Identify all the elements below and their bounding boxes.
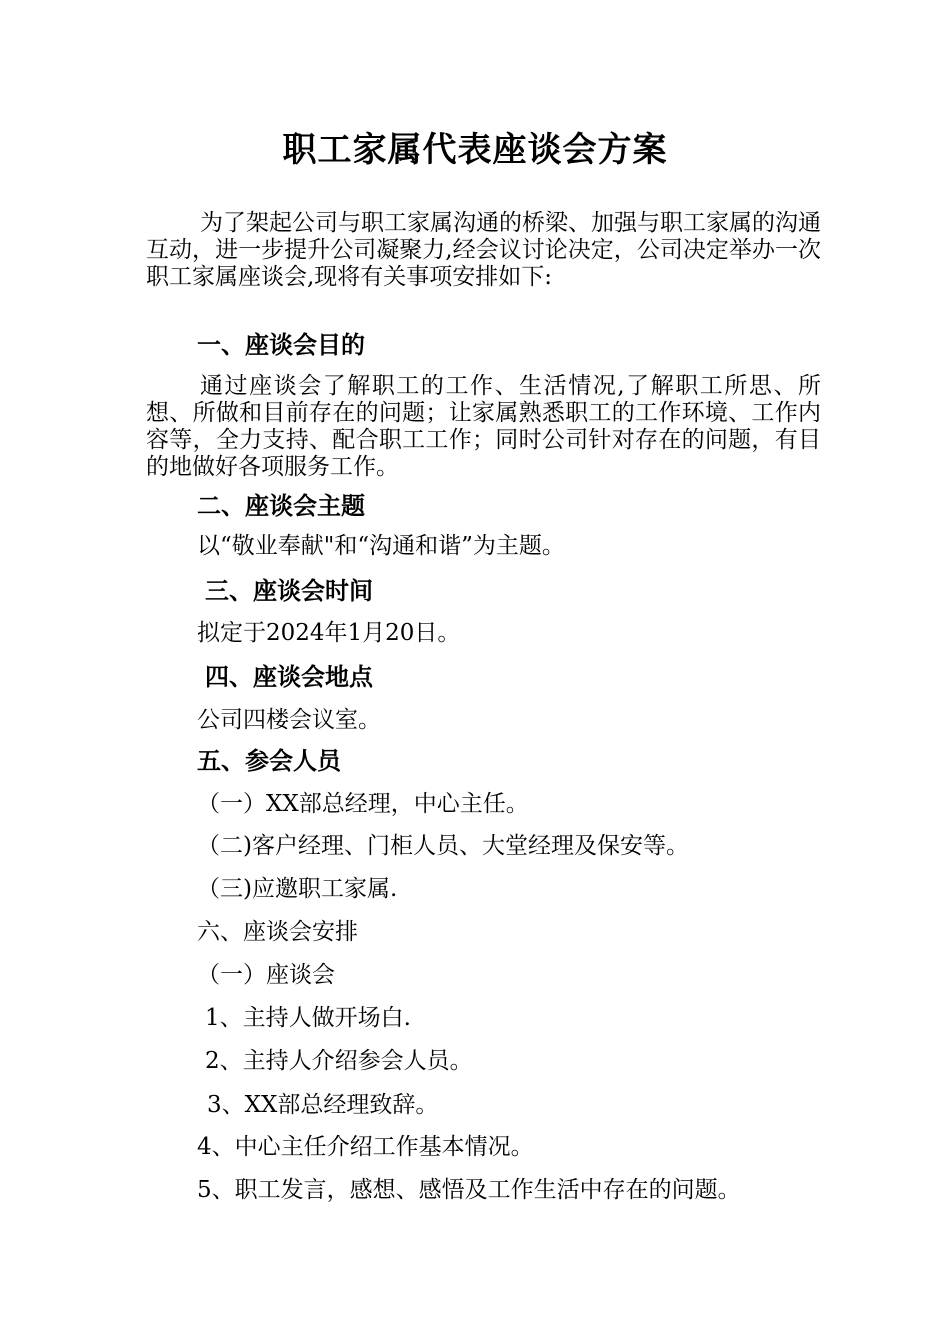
section-heading-purpose: 一、座谈会目的	[197, 330, 365, 359]
section-heading-attendees: 五、参会人员	[197, 746, 341, 775]
attendee-item: （一）XX部总经理，中心主任。	[197, 791, 529, 817]
attendee-item: （二)客户经理、门柜人员、大堂经理及保安等。	[197, 833, 689, 859]
section-body-theme: 以“敬业奉献"和“沟通和谐”为主题。	[197, 533, 565, 559]
document-title: 职工家属代表座谈会方案	[282, 130, 668, 170]
section-heading-arrangement: 六、座谈会安排	[197, 919, 358, 945]
section-heading-theme: 二、座谈会主题	[197, 491, 365, 520]
arrangement-step: 1、主持人做开场白.	[205, 1005, 411, 1031]
section-heading-time: 三、座谈会时间	[205, 576, 373, 605]
section-heading-place: 四、座谈会地点	[205, 662, 373, 691]
section-body-time: 拟定于2024年1月20日。	[197, 620, 461, 646]
arrangement-step: 5、职工发言，感想、感悟及工作生活中存在的问题。	[197, 1177, 741, 1203]
section-body-place: 公司四楼会议室。	[197, 707, 381, 733]
arrangement-step: 4、中心主任介绍工作基本情况。	[197, 1134, 534, 1160]
arrangement-step: 2、主持人介绍参会人员。	[205, 1048, 473, 1074]
attendee-item: （三)应邀职工家属.	[197, 876, 398, 902]
arrangement-subheading: （一）座谈会	[197, 962, 335, 988]
section-body-purpose: 通过座谈会了解职工的工作、生活情况,了解职工所思、所想、所做和目前存在的问题；让家属熟悉职工的工作环境、工作内容等，全力支持、配合职工工作；同时公司针对存在的问题，有目的地做好各项服务工作。	[146, 373, 821, 480]
arrangement-step: 3、XX部总经理致辞。	[207, 1092, 439, 1118]
intro-paragraph: 为了架起公司与职工家属沟通的桥梁、加强与职工家属的沟通互动，进一步提升公司凝聚力,经会议讨论决定，公司决定举办一次职工家属座谈会,现将有关事项安排如下:	[146, 210, 821, 290]
